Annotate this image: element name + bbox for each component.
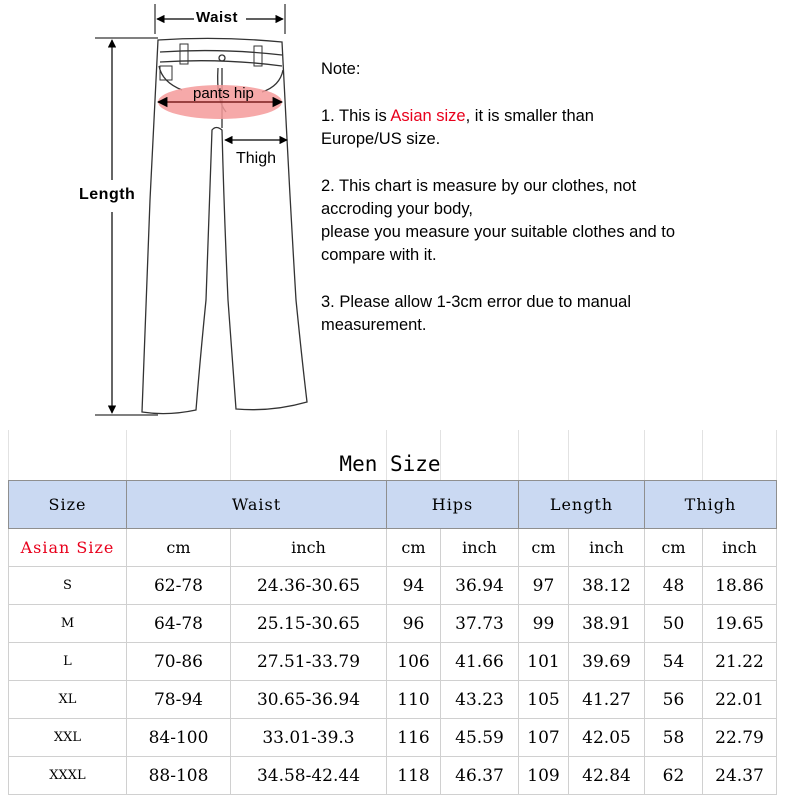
hips-inch-cell: 45.59 [441, 719, 519, 757]
hips-cm-cell: 110 [387, 681, 441, 719]
subheader-hips-cm: cm [387, 529, 441, 567]
hips-cm-cell: 106 [387, 643, 441, 681]
thigh-inch-cell: 22.01 [703, 681, 777, 719]
header-hips: Hips [387, 481, 519, 529]
table-row [9, 605, 777, 643]
waist-inch-cell: 30.65-36.94 [231, 681, 387, 719]
thigh-inch-cell: 22.79 [703, 719, 777, 757]
length-inch-cell: 39.69 [569, 643, 645, 681]
hips-cm-cell: 96 [387, 605, 441, 643]
thigh-cm-cell: 58 [645, 719, 703, 757]
size-notes [321, 58, 791, 361]
length-inch-cell: 38.12 [569, 567, 645, 605]
notes-heading: Note: [321, 60, 361, 78]
length-cm-cell: 101 [519, 643, 569, 681]
table-row [9, 681, 777, 719]
size-table [8, 480, 777, 795]
waist-cm-cell: 64-78 [127, 605, 231, 643]
asian-size-highlight: Asian size [390, 107, 466, 125]
subheader-waist-cm: cm [127, 529, 231, 567]
table-subheader-row [9, 529, 777, 567]
length-inch-cell: 41.27 [569, 681, 645, 719]
subheader-thigh-inch: inch [703, 529, 777, 567]
subheader-waist-inch: inch [231, 529, 387, 567]
thigh-inch-cell: 19.65 [703, 605, 777, 643]
subheader-length-cm: cm [519, 529, 569, 567]
header-length: Length [519, 481, 645, 529]
length-inch-cell: 42.05 [569, 719, 645, 757]
header-waist: Waist [127, 481, 387, 529]
hips-inch-cell: 41.66 [441, 643, 519, 681]
thigh-inch-cell: 18.86 [703, 567, 777, 605]
waist-inch-cell: 34.58-42.44 [231, 757, 387, 795]
waist-inch-cell: 25.15-30.65 [231, 605, 387, 643]
thigh-cm-cell: 56 [645, 681, 703, 719]
waist-inch-cell: 33.01-39.3 [231, 719, 387, 757]
length-cm-cell: 105 [519, 681, 569, 719]
hips-cm-cell: 94 [387, 567, 441, 605]
thigh-cm-cell: 62 [645, 757, 703, 795]
size-cell: S [9, 567, 127, 605]
waist-cm-cell: 70-86 [127, 643, 231, 681]
length-cm-cell: 97 [519, 567, 569, 605]
note-item-3: 3. Please allow 1-3cm error due to manual measurement. [321, 293, 631, 334]
subheader-thigh-cm: cm [645, 529, 703, 567]
length-inch-cell: 38.91 [569, 605, 645, 643]
subheader-hips-inch: inch [441, 529, 519, 567]
size-cell: XL [9, 681, 127, 719]
size-cell: XXL [9, 719, 127, 757]
hips-inch-cell: 36.94 [441, 567, 519, 605]
thigh-cm-cell: 50 [645, 605, 703, 643]
thigh-inch-cell: 24.37 [703, 757, 777, 795]
waist-cm-cell: 78-94 [127, 681, 231, 719]
size-cell: XXXL [9, 757, 127, 795]
waist-inch-cell: 27.51-33.79 [231, 643, 387, 681]
thigh-inch-cell: 21.22 [703, 643, 777, 681]
length-label: Length [79, 186, 136, 203]
subheader-length-inch: inch [569, 529, 645, 567]
thigh-cm-cell: 48 [645, 567, 703, 605]
waist-cm-cell: 62-78 [127, 567, 231, 605]
waist-label: Waist [196, 9, 238, 26]
length-inch-cell: 42.84 [569, 757, 645, 795]
waist-inch-cell: 24.36-30.65 [231, 567, 387, 605]
length-cm-cell: 99 [519, 605, 569, 643]
waist-cm-cell: 88-108 [127, 757, 231, 795]
thigh-cm-cell: 54 [645, 643, 703, 681]
length-cm-cell: 109 [519, 757, 569, 795]
size-cell: L [9, 643, 127, 681]
table-row [9, 757, 777, 795]
hips-cm-cell: 118 [387, 757, 441, 795]
pants-hip-label: pants hip [193, 85, 254, 102]
pants-illustration [0, 0, 320, 425]
hips-inch-cell: 37.73 [441, 605, 519, 643]
subheader-asian-size: Asian Size [9, 529, 127, 567]
hips-cm-cell: 116 [387, 719, 441, 757]
header-size: Size [9, 481, 127, 529]
length-cm-cell: 107 [519, 719, 569, 757]
header-thigh: Thigh [645, 481, 777, 529]
table-title: Men Size [339, 452, 441, 476]
table-row [9, 567, 777, 605]
waist-cm-cell: 84-100 [127, 719, 231, 757]
hips-inch-cell: 43.23 [441, 681, 519, 719]
pants-measurement-diagram [0, 0, 320, 425]
note-item-1: 1. This is Asian size, it is smaller than Europe/US size. [321, 107, 594, 148]
thigh-label: Thigh [236, 150, 277, 167]
hips-inch-cell: 46.37 [441, 757, 519, 795]
note-item-2: 2. This chart is measure by our clothes, not accroding your body, please you measure your suitable clothes and to compare with it. [321, 177, 676, 264]
table-row [9, 719, 777, 757]
size-cell: M [9, 605, 127, 643]
table-header-row [9, 481, 777, 529]
table-row [9, 643, 777, 681]
size-chart-section [0, 430, 800, 800]
